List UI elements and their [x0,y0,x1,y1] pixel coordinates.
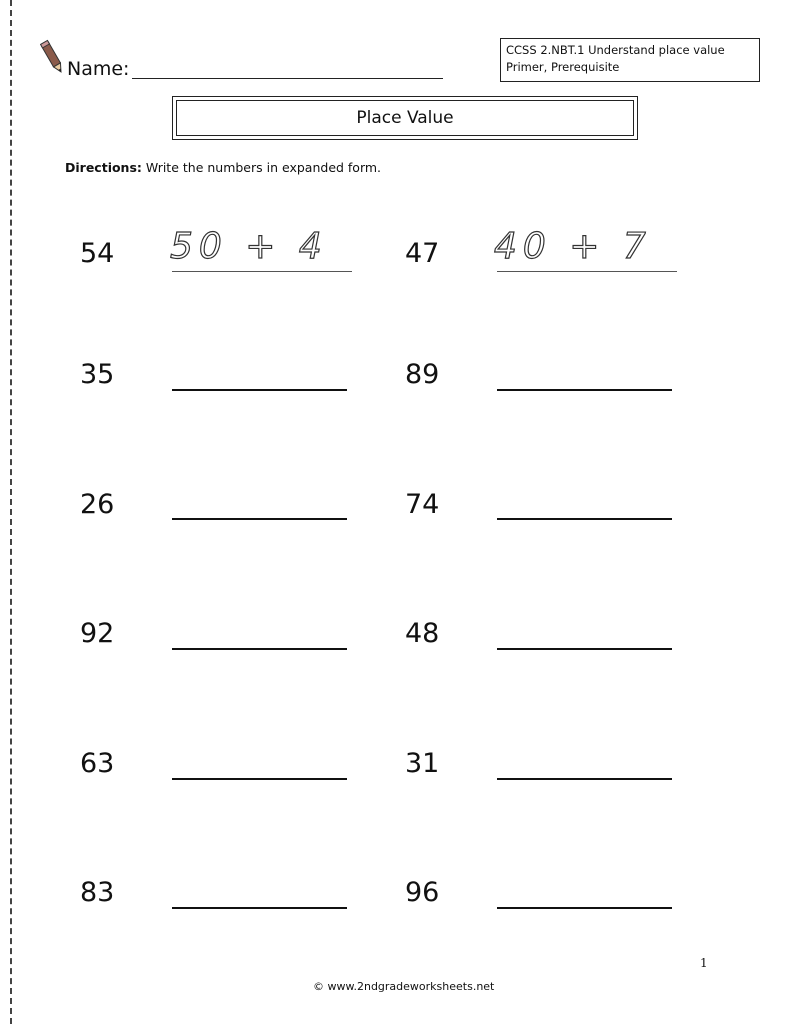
standard-code: CCSS 2.NBT.1 Understand place value [506,43,725,57]
problem-number: 63 [80,748,115,779]
answer-line[interactable] [172,648,347,650]
answer-line[interactable] [172,518,347,520]
problem-number: 26 [80,489,115,520]
answer-line[interactable] [497,778,672,780]
example-line-left [172,271,352,272]
problem-number: 74 [405,489,440,520]
directions-label: Directions: [65,160,142,175]
page-title: Place Value [176,100,634,136]
directions-text: Write the numbers in expanded form. [145,160,382,175]
problem-number: 83 [80,877,115,908]
standard-level: Primer, Prerequisite [506,60,620,74]
example-line-right [497,271,677,272]
example-number-right: 47 [405,238,440,269]
example-number-left: 54 [80,238,115,269]
answer-line[interactable] [497,518,672,520]
problem-number: 89 [405,359,440,390]
copyright-footer: © www.2ndgradeworksheets.net [313,980,495,993]
cut-guide-line [10,0,12,1024]
page-number: 1 [700,956,708,970]
name-input-line[interactable] [132,78,443,79]
example-answer-left: 50 + 4 [170,226,328,267]
answer-line[interactable] [497,907,672,909]
answer-line[interactable] [172,778,347,780]
pencil-icon [40,38,66,78]
problem-number: 35 [80,359,115,390]
problem-number: 92 [80,618,115,649]
answer-line[interactable] [497,389,672,391]
problem-number: 96 [405,877,440,908]
answer-line[interactable] [172,389,347,391]
name-label: Name: [67,58,130,80]
answer-line[interactable] [172,907,347,909]
problem-number: 31 [405,748,440,779]
standard-box [500,38,760,82]
title-box [172,96,638,140]
example-answer-right: 40 + 7 [494,226,652,267]
problem-number: 48 [405,618,440,649]
directions [65,160,381,175]
answer-line[interactable] [497,648,672,650]
